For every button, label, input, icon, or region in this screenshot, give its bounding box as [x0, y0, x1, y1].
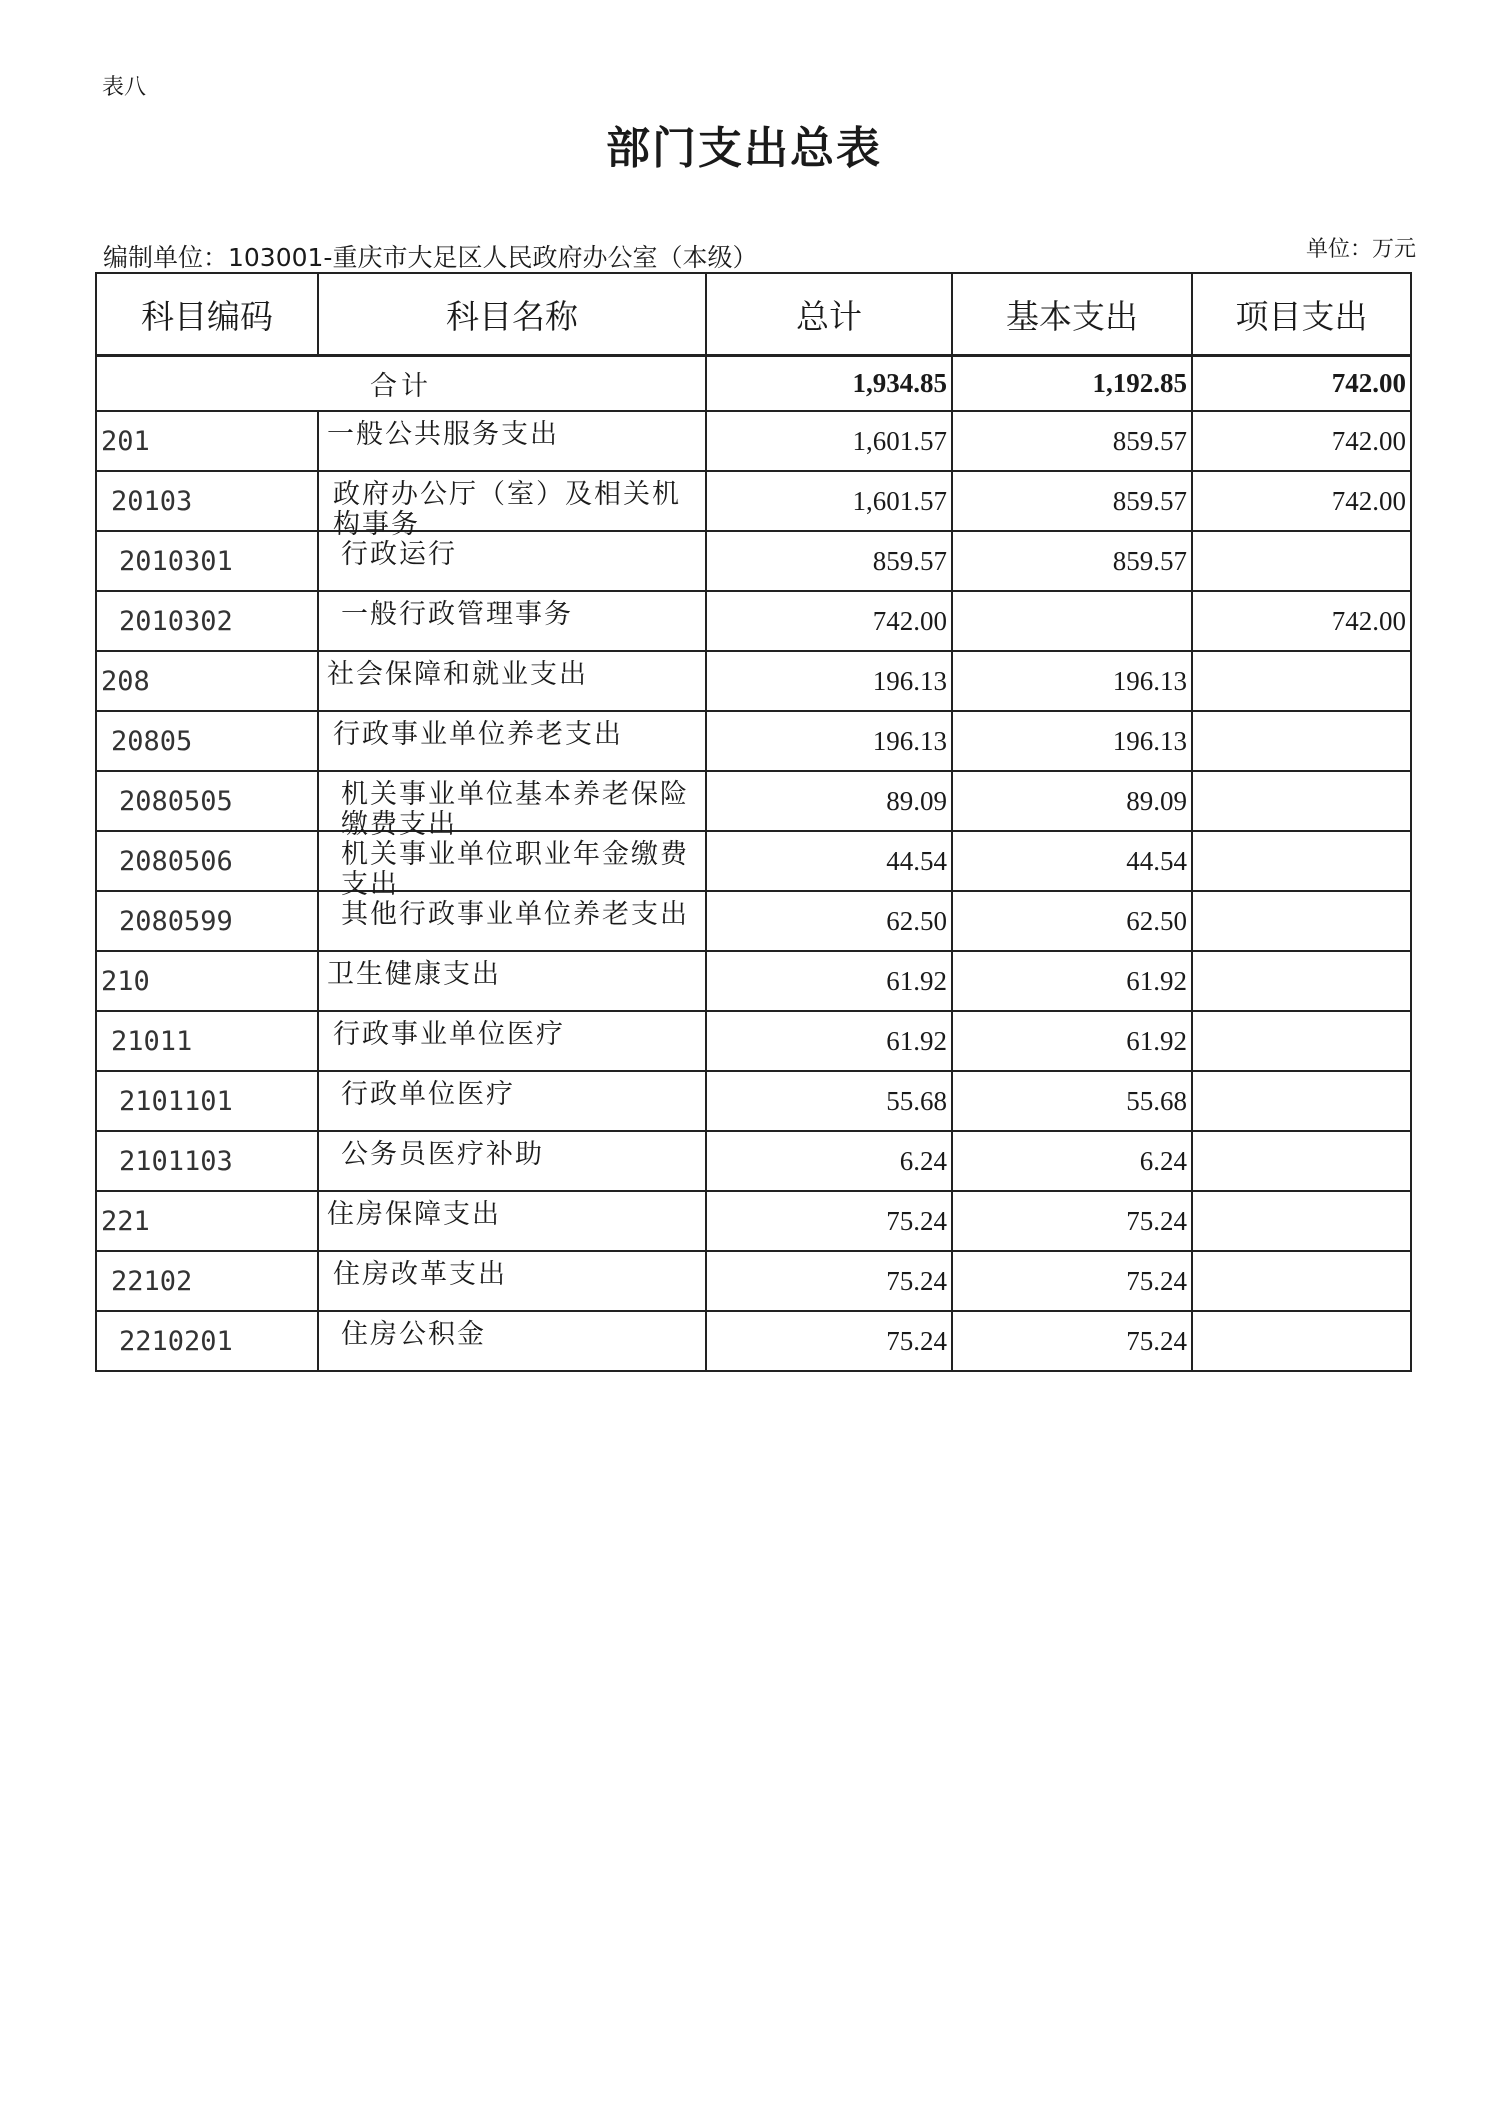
- row-code: 2080506: [96, 831, 318, 891]
- page-title: 部门支出总表: [606, 123, 882, 174]
- row-project: 742.00: [1192, 591, 1411, 651]
- row-name-text: 住房公积金: [341, 1319, 486, 1350]
- row-total: 75.24: [706, 1311, 952, 1371]
- row-project: [1192, 771, 1411, 831]
- row-name: [318, 771, 706, 840]
- table-row: [96, 831, 1411, 891]
- row-name-text: 卫生健康支出: [327, 959, 501, 990]
- row-code: 2080505: [96, 771, 318, 831]
- row-name: [318, 831, 706, 900]
- row-project: [1192, 1251, 1411, 1311]
- table-header-row: [96, 273, 1411, 356]
- row-name-text: 一般公共服务支出: [327, 419, 559, 450]
- table-row: [96, 531, 1411, 591]
- row-basic: 44.54: [952, 831, 1192, 891]
- row-name-text: 住房保障支出: [327, 1199, 501, 1230]
- row-code: 208: [96, 651, 318, 711]
- row-basic: 196.13: [952, 651, 1192, 711]
- expenditure-table: [95, 272, 1412, 1372]
- row-name-text: 行政单位医疗: [341, 1079, 515, 1110]
- organization-label: 编制单位：103001-重庆市大足区人民政府办公室（本级）: [103, 243, 758, 272]
- row-total: 859.57: [706, 531, 952, 591]
- row-basic: 55.68: [952, 1071, 1192, 1131]
- row-project: [1192, 711, 1411, 771]
- table-row: [96, 1311, 1411, 1371]
- unit-label: 单位：万元: [1305, 237, 1416, 262]
- row-total: 75.24: [706, 1191, 952, 1251]
- table-row: [96, 1251, 1411, 1311]
- header-code: 科目编码: [96, 273, 318, 356]
- row-name: [318, 891, 706, 951]
- header-total: 总计: [706, 273, 952, 356]
- row-basic: 6.24: [952, 1131, 1192, 1191]
- row-total: 1,601.57: [706, 411, 952, 471]
- table-row: [96, 1011, 1411, 1071]
- row-code: 20805: [96, 711, 318, 771]
- row-basic: 859.57: [952, 411, 1192, 471]
- row-name-text: 机关事业单位基本养老保险缴费支出: [341, 779, 689, 840]
- row-total: 61.92: [706, 951, 952, 1011]
- row-total: 55.68: [706, 1071, 952, 1131]
- row-total: 44.54: [706, 831, 952, 891]
- row-basic: 75.24: [952, 1191, 1192, 1251]
- row-project: [1192, 1131, 1411, 1191]
- row-total: 61.92: [706, 1011, 952, 1071]
- row-name-text: 政府办公厅（室）及相关机构事务: [333, 479, 681, 540]
- row-total: 89.09: [706, 771, 952, 831]
- table-row: [96, 591, 1411, 651]
- row-code: 2010301: [96, 531, 318, 591]
- row-name-text: 行政事业单位养老支出: [333, 719, 623, 750]
- page-label: 表八: [102, 75, 147, 100]
- row-project: [1192, 1311, 1411, 1371]
- row-project: [1192, 1191, 1411, 1251]
- row-name: [318, 1191, 706, 1251]
- row-total: 742.00: [706, 591, 952, 651]
- row-basic: 75.24: [952, 1311, 1192, 1371]
- row-name-text: 行政运行: [341, 539, 457, 570]
- row-project: 742.00: [1192, 411, 1411, 471]
- row-basic: 75.24: [952, 1251, 1192, 1311]
- row-code: 2101101: [96, 1071, 318, 1131]
- table-row: [96, 711, 1411, 771]
- table-row: [96, 471, 1411, 531]
- row-basic: 89.09: [952, 771, 1192, 831]
- row-name-text: 行政事业单位医疗: [333, 1019, 565, 1050]
- table-row: [96, 771, 1411, 831]
- row-name: [318, 1071, 706, 1131]
- table-row: [96, 411, 1411, 471]
- row-name: [318, 1011, 706, 1071]
- total-label: 合计: [96, 356, 706, 412]
- row-project: [1192, 891, 1411, 951]
- row-code: 2101103: [96, 1131, 318, 1191]
- row-basic: 62.50: [952, 891, 1192, 951]
- row-code: 210: [96, 951, 318, 1011]
- row-name: [318, 531, 706, 591]
- row-total: 196.13: [706, 651, 952, 711]
- row-basic: 859.57: [952, 531, 1192, 591]
- table-row: [96, 891, 1411, 951]
- row-total: 1,601.57: [706, 471, 952, 531]
- row-total: 6.24: [706, 1131, 952, 1191]
- row-code: 20103: [96, 471, 318, 531]
- row-name-text: 公务员医疗补助: [341, 1139, 544, 1170]
- row-project: [1192, 1071, 1411, 1131]
- row-name: [318, 411, 706, 471]
- row-code: 2210201: [96, 1311, 318, 1371]
- table-row: [96, 1131, 1411, 1191]
- header-name: 科目名称: [318, 273, 706, 356]
- row-name: [318, 591, 706, 651]
- row-name: [318, 711, 706, 771]
- row-total: 75.24: [706, 1251, 952, 1311]
- row-name-text: 住房改革支出: [333, 1259, 507, 1290]
- row-basic: 61.92: [952, 951, 1192, 1011]
- table-row: [96, 951, 1411, 1011]
- table-row: [96, 1191, 1411, 1251]
- total-row: [96, 356, 1411, 412]
- table-row: [96, 651, 1411, 711]
- row-name-text: 一般行政管理事务: [341, 599, 573, 630]
- row-project: [1192, 1011, 1411, 1071]
- row-total: 196.13: [706, 711, 952, 771]
- total-total: 1,934.85: [706, 356, 952, 412]
- row-name: [318, 471, 706, 540]
- total-project: 742.00: [1192, 356, 1411, 412]
- row-name: [318, 1131, 706, 1191]
- row-project: [1192, 531, 1411, 591]
- row-project: [1192, 951, 1411, 1011]
- row-project: [1192, 651, 1411, 711]
- row-basic: 196.13: [952, 711, 1192, 771]
- row-name-text: 机关事业单位职业年金缴费支出: [341, 839, 689, 900]
- row-total: 62.50: [706, 891, 952, 951]
- row-name-text: 社会保障和就业支出: [327, 659, 588, 690]
- row-name: [318, 1251, 706, 1311]
- row-code: 2080599: [96, 891, 318, 951]
- row-code: 201: [96, 411, 318, 471]
- row-code: 221: [96, 1191, 318, 1251]
- row-name-text: 其他行政事业单位养老支出: [341, 899, 689, 930]
- row-basic: [952, 591, 1192, 651]
- table-row: [96, 1071, 1411, 1131]
- row-code: 22102: [96, 1251, 318, 1311]
- row-code: 2010302: [96, 591, 318, 651]
- row-project: 742.00: [1192, 471, 1411, 531]
- row-basic: 859.57: [952, 471, 1192, 531]
- header-project: 项目支出: [1192, 273, 1411, 356]
- total-basic: 1,192.85: [952, 356, 1192, 412]
- row-project: [1192, 831, 1411, 891]
- row-basic: 61.92: [952, 1011, 1192, 1071]
- row-name: [318, 951, 706, 1011]
- row-code: 21011: [96, 1011, 318, 1071]
- row-name: [318, 1311, 706, 1371]
- header-basic: 基本支出: [952, 273, 1192, 356]
- row-name: [318, 651, 706, 711]
